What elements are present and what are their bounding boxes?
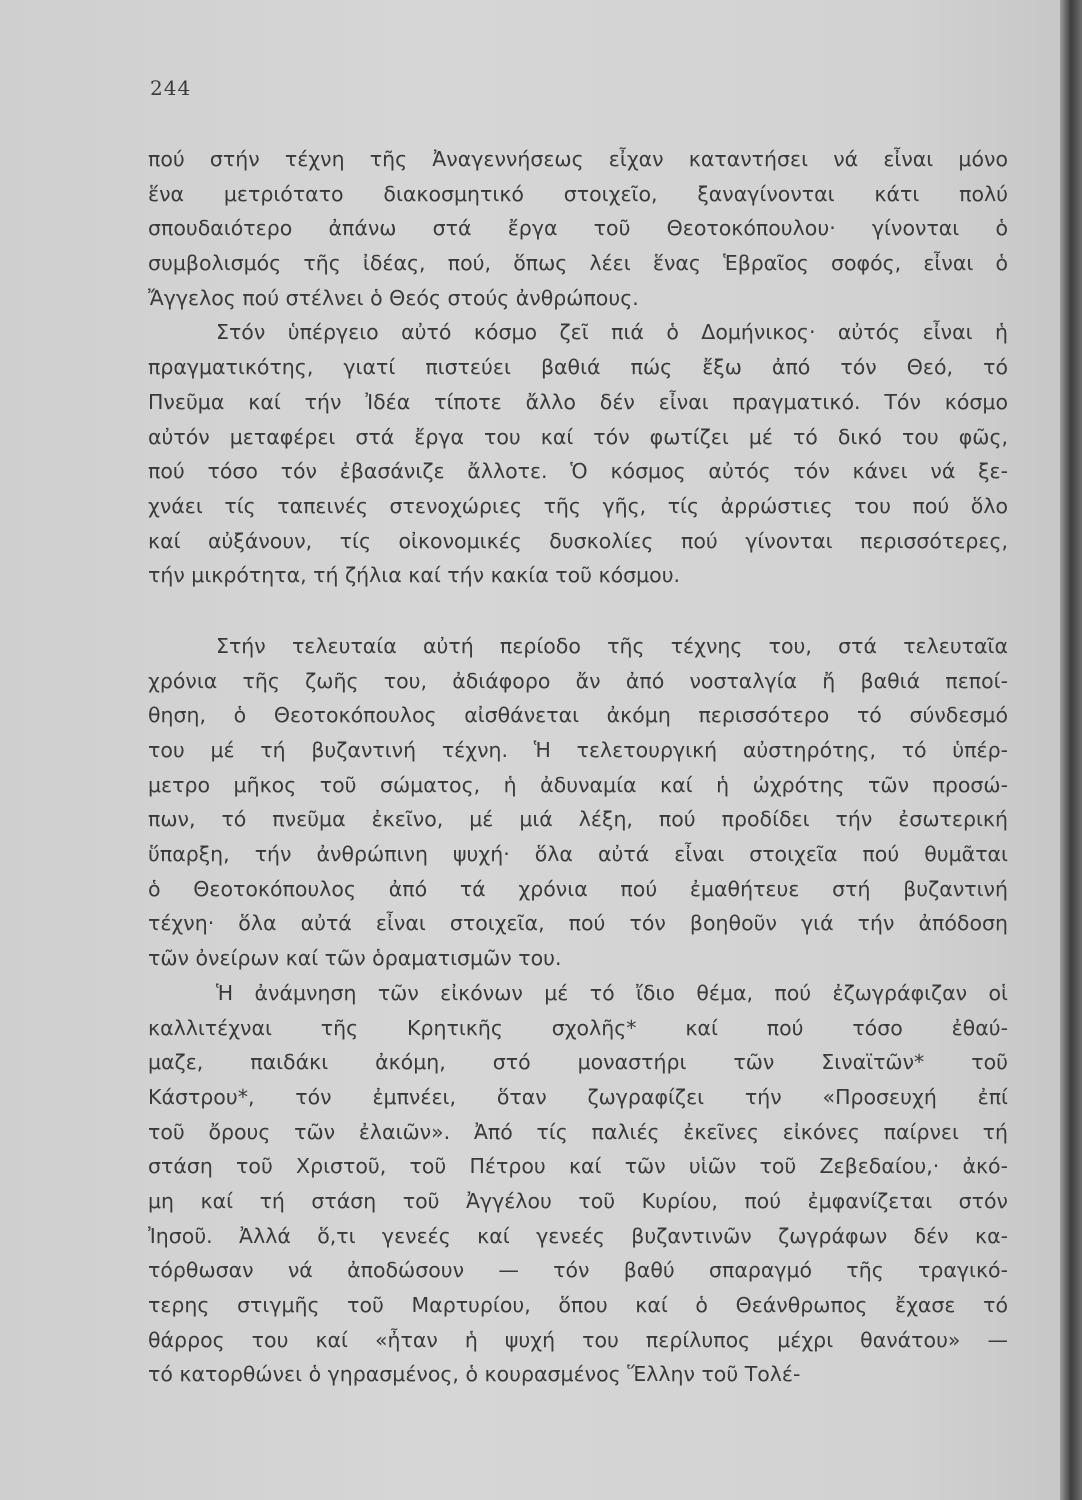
- text-line: μετρο μῆκος τοῦ σώματος, ἡ ἀδυναμία καί ἡ ὠχρότης τῶν προσώ-: [148, 772, 1008, 797]
- text-line: πού στήν τέχνη τῆς Ἀναγεννήσεως εἶχαν καταντήσει νά εἶναι μόνο: [148, 147, 1008, 171]
- body-text: [148, 142, 1008, 1392]
- text-line: θηση, ὁ Θεοτοκόπουλος αἰσθάνεται ἀκόμη περισσότερο τό σύνδεσμό: [148, 703, 1008, 728]
- text-line: αὐτόν μεταφέρει στά ἔργα του καί τόν φωτίζει μέ τό δικό του φῶς,: [148, 424, 1008, 449]
- text-line: Ἄγγελος πού στέλνει ὁ Θεός στούς ἀνθρώπους.: [148, 285, 639, 310]
- text-line: καλλιτέχναι τῆς Κρητικῆς σχολῆς* καί πού τόσο ἐθαύ-: [148, 1015, 1008, 1040]
- text-line: τερης στιγμῆς τοῦ Μαρτυρίου, ὅπου καί ὁ Θεάνθρωπος ἔχασε τό: [148, 1293, 1008, 1317]
- paragraph: [148, 629, 1008, 976]
- text-line: τόρθωσαν νά ἀποδώσουν — τόν βαθύ σπαραγμό τῆς τραγικό-: [148, 1258, 1008, 1283]
- text-line: πων, τό πνεῦμα ἐκεῖνο, μέ μιά λέξη, πού προδίδει τήν ἐσωτερική: [148, 807, 1008, 832]
- text-line: στάση τοῦ Χριστοῦ, τοῦ Πέτρου καί τῶν υἱῶν τοῦ Ζεβεδαίου,· ἀκό-: [148, 1154, 1008, 1179]
- text-line: ἕνα μετριότατο διακοσμητικό στοιχεῖο, ξαναγίνονται κάτι πολύ: [148, 181, 1008, 206]
- paragraph: [148, 142, 1008, 315]
- text-line: συμβολισμός τῆς ἰδέας, πού, ὅπως λέει ἕνας Ἑβραῖος σοφός, εἶναι ὁ: [148, 251, 1008, 276]
- text-line: πραγματικότης, γιατί πιστεύει βαθιά πώς ἔξω ἀπό τόν Θεό, τό: [148, 355, 1008, 380]
- paragraph: [148, 315, 1008, 593]
- text-line: πού τόσο τόν ἐβασάνιζε ἄλλοτε. Ὁ κόσμος αὐτός τόν κάνει νά ξε-: [148, 459, 1008, 484]
- text-line: καί αὐξάνουν, τίς οἰκονομικές δυσκολίες πού γίνονται περισσότερες,: [148, 528, 1008, 553]
- text-line: μη καί τή στάση τοῦ Ἀγγέλου τοῦ Κυρίου, πού ἐμφανίζεται στόν: [148, 1188, 1008, 1213]
- text-line: τῶν ὀνείρων καί τῶν ὁραματισμῶν του.: [148, 946, 562, 971]
- text-line: τοῦ ὄρους τῶν ἐλαιῶν». Ἀπό τίς παλιές ἐκεῖνες εἰκόνες παίρνει τή: [148, 1119, 1008, 1144]
- text-line: του μέ τή βυζαντινή τέχνη. Ἡ τελετουργική αὐστηρότης, τό ὑπέρ-: [148, 738, 1008, 762]
- text-line: χρόνια τῆς ζωῆς του, ἀδιάφορο ἄν ἀπό νοσταλγία ἤ βαθιά πεποί-: [148, 668, 1008, 693]
- text-line: χνάει τίς ταπεινές στενοχώριες τῆς γῆς, τίς ἀρρώστιες του πού ὅλο: [148, 493, 1008, 518]
- text-line: Πνεῦμα καί τήν Ἰδέα τίποτε ἄλλο δέν εἶναι πραγματικό. Τόν κόσμο: [148, 389, 1008, 414]
- text-line: τέχνη· ὅλα αὐτά εἶναι στοιχεῖα, πού τόν βοηθοῦν γιά τήν ἀπόδοση: [148, 911, 1008, 936]
- text-line: Κάστρου*, τόν ἐμπνέει, ὅταν ζωγραφίζει τήν «Προσευχή ἐπί: [148, 1084, 1008, 1109]
- text-line: Στόν ὑπέργειο αὐτό κόσμο ζεῖ πιά ὁ Δομήνικος· αὐτός εἶναι ἡ: [216, 320, 1008, 345]
- paragraph-gap: [148, 593, 1008, 629]
- text-line: Ἡ ἀνάμνηση τῶν εἰκόνων μέ τό ἴδιο θέμα, πού ἐζωγράφιζαν οἱ: [216, 980, 1008, 1005]
- text-line: θάρρος του καί «ἦταν ἡ ψυχή του περίλυπος μέχρι θανάτου» —: [148, 1327, 1008, 1352]
- text-line: μαζε, παιδάκι ἀκόμη, στό μοναστήρι τῶν Σιναϊτῶν* τοῦ: [148, 1050, 1008, 1075]
- book-spine-shadow: [1060, 0, 1082, 1500]
- text-line: ὁ Θεοτοκόπουλος ἀπό τά χρόνια πού ἐμαθήτευε στή βυζαντινή: [148, 876, 1008, 901]
- text-line: τήν μικρότητα, τή ζήλια καί τήν κακία τοῦ κόσμου.: [148, 563, 681, 588]
- page-number: 244: [150, 76, 192, 100]
- text-line: σπουδαιότερο ἀπάνω στά ἔργα τοῦ Θεοτοκόπουλου· γίνονται ὁ: [148, 216, 1008, 241]
- text-line: Στήν τελευταία αὐτή περίοδο τῆς τέχνης του, στά τελευταῖα: [216, 633, 1008, 658]
- text-line: Ἰησοῦ. Ἀλλά ὅ,τι γενεές καί γενεές βυζαντινῶν ζωγράφων δέν κα-: [148, 1223, 1008, 1248]
- paragraph: [148, 976, 1008, 1392]
- text-line: τό κατορθώνει ὁ γηρασμένος, ὁ κουρασμένος Ἕλλην τοῦ Τολέ-: [148, 1362, 801, 1387]
- text-line: ὕπαρξη, τήν ἀνθρώπινη ψυχή· ὅλα αὐτά εἶναι στοιχεῖα πού θυμᾶται: [148, 842, 1008, 867]
